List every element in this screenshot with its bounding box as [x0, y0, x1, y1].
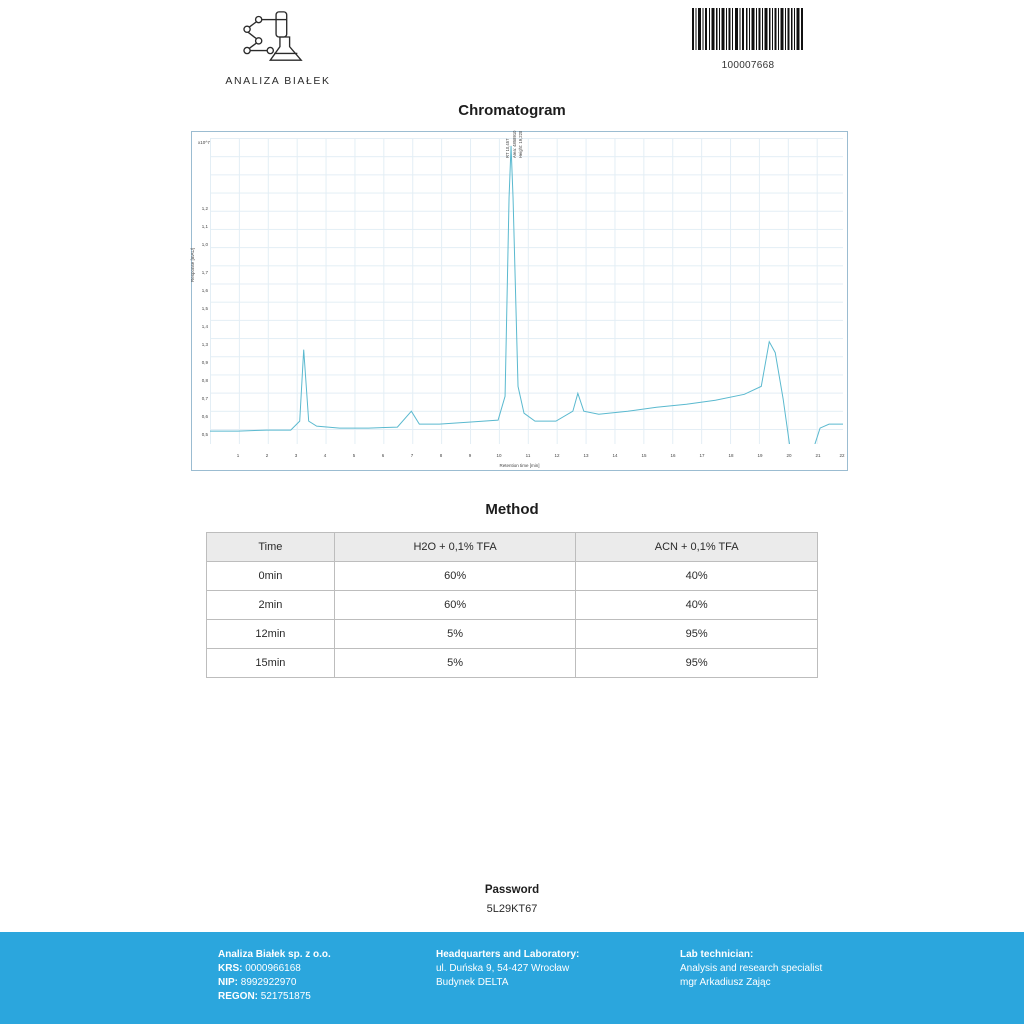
footer-headquarters	[436, 948, 666, 990]
table-row	[207, 562, 818, 591]
cell-acn: 40%	[576, 562, 818, 591]
company-logo-text: ANALIZA BIAŁEK	[225, 75, 331, 87]
y-tick: 1,3	[201, 342, 208, 347]
x-tick: 15	[641, 453, 647, 458]
y-tick: 1,4	[201, 324, 208, 329]
footer-company-name: Analiza Białek sp. z o.o.	[218, 949, 331, 960]
cell-water: 60%	[334, 591, 576, 620]
x-tick: 18	[728, 453, 734, 458]
cell-time: 2min	[207, 591, 335, 620]
chromatogram-chart	[176, 131, 848, 489]
footer-tech-line1: Analysis and research specialist	[680, 963, 823, 974]
footer-krs-value: 0000966168	[245, 963, 301, 974]
company-logo	[213, 8, 343, 87]
footer-company-info	[218, 948, 428, 1004]
y-tick: 1,2	[201, 206, 208, 211]
page-footer	[0, 932, 1024, 1024]
cell-acn: 40%	[576, 591, 818, 620]
chart-frame	[191, 131, 848, 471]
cell-time: 0min	[207, 562, 335, 591]
x-tick: 20	[786, 453, 792, 458]
footer-nip-label: NIP:	[218, 977, 238, 988]
peak-annotation-area: Area: 4858910	[512, 130, 517, 158]
cell-time: 12min	[207, 620, 335, 649]
x-tick: 1	[236, 453, 240, 458]
footer-krs-label: KRS:	[218, 963, 243, 974]
x-tick: 19	[757, 453, 763, 458]
footer-hq-line2: Budynek DELTA	[436, 977, 509, 988]
x-tick: 5	[352, 453, 356, 458]
method-title: Method	[485, 501, 539, 518]
footer-regon-value: 521751875	[260, 991, 311, 1002]
footer-krs	[218, 962, 428, 976]
footer-nip-value: 8992922970	[240, 977, 297, 988]
table-header-row	[207, 533, 818, 562]
y-tick: 1,0	[201, 242, 208, 247]
page-header	[0, 0, 1024, 92]
footer-hq-title: Headquarters and Laboratory:	[436, 949, 580, 960]
peak-annotation-height: Height: 19,220	[518, 130, 523, 158]
x-tick: 14	[612, 453, 618, 458]
y-tick: 0,9	[201, 360, 208, 365]
column-header-water: H2O + 0,1% TFA	[334, 533, 576, 562]
x-tick: 22	[839, 453, 845, 458]
y-axis-multiplier: x10^7	[198, 140, 210, 145]
x-tick: 12	[554, 453, 560, 458]
y-tick: 1,7	[201, 270, 208, 275]
x-tick: 11	[525, 453, 531, 458]
footer-regon	[218, 990, 428, 1004]
barcode-block	[690, 8, 806, 71]
password-block	[0, 884, 1024, 915]
method-table	[206, 532, 818, 678]
footer-tech-line2: mgr Arkadiusz Zając	[680, 977, 771, 988]
y-tick: 1,6	[201, 288, 208, 293]
barcode-number: 100007668	[721, 60, 775, 71]
y-tick: 1,5	[201, 306, 208, 311]
barcode-icon	[692, 8, 804, 50]
cell-acn: 95%	[576, 649, 818, 678]
x-axis-label: Retention time [min]	[499, 463, 540, 468]
x-tick: 8	[439, 453, 443, 458]
signal-trace	[210, 138, 843, 444]
y-tick: 0,8	[201, 378, 208, 383]
column-header-time: Time	[207, 533, 335, 562]
cell-water: 60%	[334, 562, 576, 591]
x-tick: 16	[670, 453, 676, 458]
password-value: 5L29KT67	[486, 903, 538, 915]
x-tick: 6	[381, 453, 385, 458]
x-tick: 7	[410, 453, 414, 458]
plot-area	[210, 130, 843, 444]
y-axis-label: Response [mAU]	[190, 247, 195, 282]
y-tick: 0,5	[201, 432, 208, 437]
password-label: Password	[484, 884, 540, 896]
y-tick: 0,6	[201, 414, 208, 419]
cell-time: 15min	[207, 649, 335, 678]
footer-hq-line1: ul. Duńska 9, 54-427 Wrocław	[436, 963, 570, 974]
x-tick: 10	[496, 453, 502, 458]
y-tick: 0,7	[201, 396, 208, 401]
x-tick: 4	[323, 453, 327, 458]
x-tick: 17	[699, 453, 705, 458]
footer-regon-label: REGON:	[218, 991, 258, 1002]
footer-nip	[218, 976, 428, 990]
cell-acn: 95%	[576, 620, 818, 649]
y-tick: 1,1	[201, 224, 208, 229]
lab-flask-molecule-icon	[220, 8, 336, 66]
footer-technician	[680, 948, 910, 990]
table-row	[207, 591, 818, 620]
chromatogram-title: Chromatogram	[458, 102, 566, 119]
footer-tech-title: Lab technician:	[680, 949, 754, 960]
table-row	[207, 649, 818, 678]
cell-water: 5%	[334, 620, 576, 649]
cell-water: 5%	[334, 649, 576, 678]
x-tick: 13	[583, 453, 589, 458]
peak-annotation-rt: RT 10,457	[505, 138, 510, 158]
x-tick: 21	[815, 453, 821, 458]
x-tick: 2	[265, 453, 269, 458]
table-row	[207, 620, 818, 649]
x-tick: 3	[294, 453, 298, 458]
x-tick: 9	[468, 453, 472, 458]
column-header-acn: ACN + 0,1% TFA	[576, 533, 818, 562]
